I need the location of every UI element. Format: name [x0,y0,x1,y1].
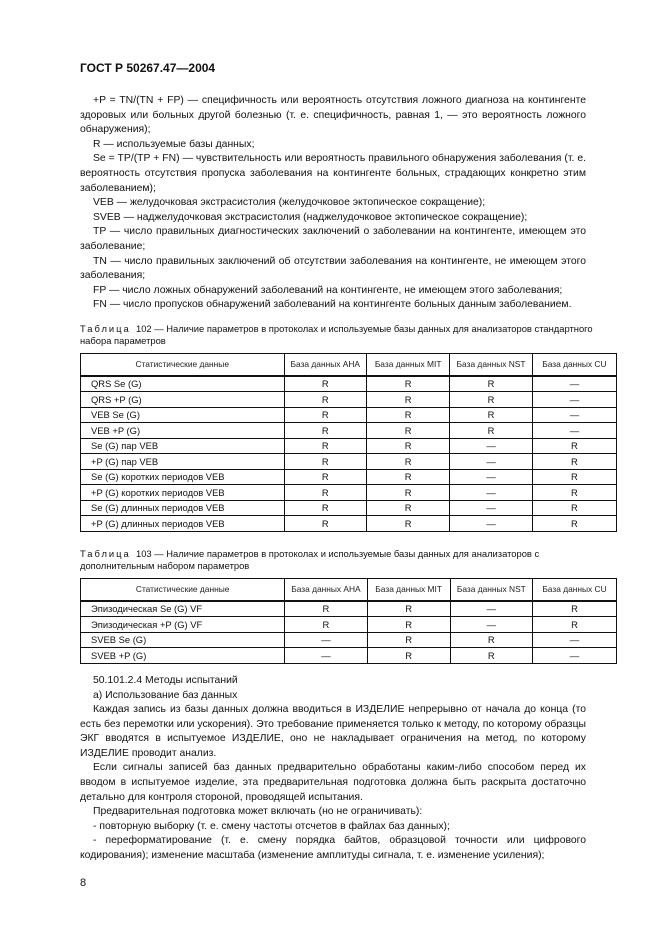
column-header: База данных NST [450,578,532,601]
table-label: Таблица [80,322,131,334]
definition: TN — число правильных заключений об отсутствии заболевания на контингенте, не имеющем этого заболевания; [80,255,586,282]
table-cell: R [367,601,450,617]
list-item: - переформатирование (т. е. смену порядка байтов, образцовой точности или цифрового кодирования); изменение масштаба (изменение амплитуды сигнала, т. е. изменение усиления); [80,835,586,862]
definition: FN — число пропусков обнаружений заболеваний на контингенте больных данным заболеванием. [93,299,572,311]
definition: FP — число ложных обнаружений заболеваний на контингенте, не имеющем этого заболевания; [93,284,563,296]
table-cell: — [450,617,532,633]
row-label: SVEB Se (G) [81,632,285,648]
table-cell: R [366,438,449,454]
row-label: Se (G) длинных периодов VEB [81,500,285,516]
table-row [81,407,617,423]
table-cell: — [450,469,532,485]
table-cell: — [532,648,616,664]
table-cell: R [284,469,366,485]
section-methods [80,674,586,864]
table-caption-text: 102 — Наличие параметров в протоколах и используемые базы данных для анализаторов стандартного набора параметров [80,322,593,347]
row-label: QRS +P (G) [81,392,285,408]
table-cell: R [450,632,532,648]
table-cell: R [532,601,616,617]
row-label: QRS Se (G) [81,376,285,392]
table-cell: R [284,454,366,470]
table-cell: R [367,632,450,648]
table-cell: — [450,438,532,454]
table-cell: R [284,500,366,516]
table-cell: R [284,423,366,439]
table-cell: R [532,469,616,485]
table-cell: R [532,500,616,516]
row-label: Se (G) коротких периодов VEB [81,469,285,485]
table-row [81,632,617,648]
table-cell: — [532,407,616,423]
table-cell: R [284,438,366,454]
table-header-row [81,578,617,601]
paragraph: Если сигналы записей баз данных предварительно обработаны каким-либо способом перед их вводом в испытуемое изделие, эта предварительная подготовка должна быть раскрыта достаточно детально для контроля стороной, проводящей испытания. [80,762,586,803]
row-label: Эпизодическая Se (G) VF [81,601,285,617]
table-cell: — [450,500,532,516]
table-cell: R [450,376,532,392]
table-cell: R [366,454,449,470]
row-label: Эпизодическая +P (G) VF [81,617,285,633]
table-row [81,392,617,408]
column-header: База данных NST [450,353,532,376]
table-cell: — [450,485,532,501]
table-row [81,469,617,485]
table-cell: — [450,601,532,617]
table-row [81,617,617,633]
table-row [81,485,617,501]
row-label: VEB +P (G) [81,423,285,439]
table-cell: R [366,469,449,485]
definition: Se = TP/(TP + FN) — чувствительность или вероятность правильного обнаружения заболевания (т. е. вероятность отсутствия пропуска заболевания на контингенте больных, страдающих конкретно этим заболеванием); [80,153,586,194]
table-cell: R [450,423,532,439]
table-row [81,438,617,454]
table-row [81,423,617,439]
table-cell: R [367,617,450,633]
table-row [81,376,617,392]
table-cell: — [532,392,616,408]
table-cell: R [366,423,449,439]
table-cell: — [532,376,616,392]
column-header: База данных MIT [366,353,449,376]
column-header: Статистические данные [81,353,285,376]
table-header-row [81,353,617,376]
column-header: База данных AHA [284,353,366,376]
table-cell: — [285,632,367,648]
page-number: 8 [80,876,87,889]
table-cell: — [285,648,367,664]
row-label: Se (G) пар VEB [81,438,285,454]
table-102-caption [80,323,600,348]
table-cell: R [450,407,532,423]
row-label: +P (G) коротких периодов VEB [81,485,285,501]
column-header: База данных AHA [285,578,367,601]
document-header: ГОСТ Р 50267.47—2004 [80,61,216,75]
table-row [81,516,617,532]
table-cell: R [284,485,366,501]
paragraph: Предварительная подготовка может включать (но не ограничивать): [93,806,423,818]
definition: VEB — желудочковая экстрасистолия (желудочковое эктопическое сокращение); [93,197,486,209]
table-cell: R [285,601,367,617]
column-header: База данных CU [532,353,616,376]
table-103 [80,578,617,664]
table-cell: R [532,516,616,532]
column-header: База данных MIT [367,578,450,601]
table-cell: R [366,500,449,516]
definition: SVEB — наджелудочковая экстрасистолия (наджелудочковое эктопическое сокращение); [93,211,528,223]
column-header: Статистические данные [81,578,285,601]
table-cell: — [532,632,616,648]
table-cell: R [285,617,367,633]
table-cell: R [284,407,366,423]
table-cell: R [367,648,450,664]
paragraph: Каждая запись из базы данных должна вводиться в ИЗДЕЛИЕ непрерывно от начала до конца (то есть без перемотки или ускорения). Это требование применяется только к методу, по которому образцы ЭКГ вводятся в испытуемое ИЗДЕЛИЕ, оно не накладывает ограничения на метод, по которому ИЗДЕЛИЕ проводит анализ. [80,704,586,759]
table-103-caption [80,548,600,573]
table-102 [80,353,617,532]
table-cell: R [284,516,366,532]
definition: TP — число правильных диагностических заключений о заболевании на контингенте, имеющем это заболевание; [80,226,586,252]
table-cell: — [450,454,532,470]
table-cell: R [532,617,616,633]
table-cell: R [450,648,532,664]
definitions-list [80,94,586,313]
table-row [81,601,617,617]
table-cell: R [284,392,366,408]
table-caption-text: 103 — Наличие параметров в протоколах и используемые базы данных для анализаторов с дополнительным набором параметров [80,547,540,572]
table-row [81,648,617,664]
subsection-heading: а) Использование баз данных [93,689,238,701]
definition: R — используемые базы данных; [93,138,255,150]
table-cell: R [366,392,449,408]
column-header: База данных CU [532,578,616,601]
row-label: +P (G) пар VEB [81,454,285,470]
row-label: +P (G) длинных периодов VEB [81,516,285,532]
table-row [81,500,617,516]
table-cell: R [532,438,616,454]
table-cell: R [366,516,449,532]
table-cell: R [366,407,449,423]
table-cell: — [532,423,616,439]
row-label: SVEB +P (G) [81,648,285,664]
definition: +P = TN/(TN + FP) — специфичность или вероятность отсутствия ложного диагноза на контингенте здоровых или больных другой болезнью (т. е. специфичность, равная 1, — это вероятность ложного обнаружения); [80,95,586,136]
section-heading: 50.101.2.4 Методы испытаний [93,674,238,686]
table-cell: R [532,454,616,470]
table-cell: R [284,376,366,392]
table-label: Таблица [80,547,131,559]
table-cell: — [450,516,532,532]
table-cell: R [532,485,616,501]
table-row [81,454,617,470]
table-cell: R [366,376,449,392]
row-label: VEB Se (G) [81,407,285,423]
list-item: - повторную выборку (т. е. смену частоты отсчетов в файлах баз данных); [93,820,450,832]
table-cell: R [450,392,532,408]
table-cell: R [366,485,449,501]
